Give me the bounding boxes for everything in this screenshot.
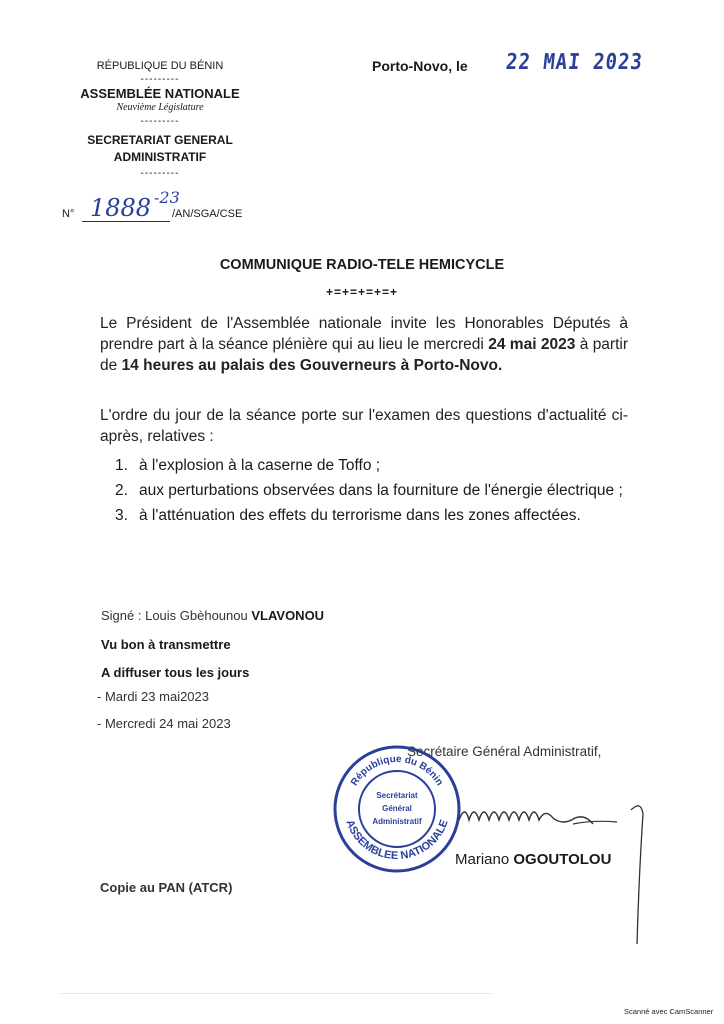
- paragraph-invitation: [100, 313, 628, 376]
- number-handwritten: 1888: [90, 194, 152, 222]
- list-number: 2.: [115, 482, 128, 499]
- stamp-inner-line: Général: [382, 804, 412, 813]
- signed-surname: VLAVONOU: [251, 608, 325, 623]
- header-legislature: Neuvième Législature: [116, 102, 204, 113]
- session-date: 24 mai 2023: [488, 336, 576, 353]
- copy-line: Copie au PAN (ATCR): [100, 880, 233, 895]
- header-assembly: ASSEMBLÉE NATIONALE: [80, 86, 240, 101]
- invitation-text: Le Président de l'Assemblée nationale invite les Honorables Députés à prendre part à la séance plénière qui au lieu le mercredi: [100, 315, 628, 353]
- number-suffix-handwritten: -23: [154, 188, 180, 207]
- official-stamp: [332, 744, 462, 874]
- list-text: à l'explosion à la caserne de Toffo ;: [139, 457, 381, 474]
- header-republic: RÉPUBLIQUE DU BÉNIN: [96, 60, 224, 72]
- header-secretariat-line1: SECRETARIAT GENERAL: [87, 133, 233, 147]
- signatory-first-name: Mariano: [455, 851, 510, 868]
- signed-line: [101, 608, 324, 623]
- stamp-outer-bottom: ASSEMBLEE NATIONALE: [343, 818, 451, 863]
- session-time-place: 14 heures au palais des Gouverneurs à Porto-Novo.: [121, 357, 503, 374]
- signatory-name: [455, 851, 611, 868]
- agenda-list: [115, 455, 630, 526]
- list-text: aux perturbations observées dans la fourniture de l'énergie électrique ;: [139, 482, 623, 499]
- separator: ---------: [140, 116, 180, 127]
- signatory-title: Secrétaire Général Administratif,: [407, 744, 602, 759]
- separator: ---------: [140, 74, 180, 85]
- date-place: Porto-Novo, le: [372, 58, 468, 74]
- stamped-date: 22 MAI 2023: [504, 49, 645, 75]
- page-title: COMMUNIQUE RADIO-TELE HEMICYCLE: [219, 257, 505, 273]
- scanner-note: Scanné avec CamScanner: [624, 1007, 714, 1016]
- list-text: à l'atténuation des effets du terrorisme dans les zones affectées.: [139, 507, 581, 524]
- broadcast-day: - Mardi 23 mai2023: [97, 689, 209, 704]
- list-number: 1.: [115, 457, 128, 474]
- broadcast-day: - Mercredi 24 mai 2023: [97, 716, 231, 731]
- list-number: 3.: [115, 507, 128, 524]
- stamp-inner-line: Secrétariat: [376, 791, 418, 800]
- list-item: [115, 455, 630, 476]
- approval-line: Vu bon à transmettre: [101, 637, 231, 652]
- broadcast-heading: A diffuser tous les jours: [101, 665, 250, 680]
- number-reference: /AN/SGA/CSE: [172, 208, 243, 220]
- paragraph-agenda-intro: L'ordre du jour de la séance porte sur l'examen des questions d'actualité ci-après, relatives :: [100, 407, 628, 445]
- separator: ---------: [140, 168, 180, 179]
- handwritten-signature: [455, 780, 655, 960]
- reference-number: [62, 188, 292, 226]
- title-ornament: +=+=+=+=+: [325, 285, 399, 299]
- list-item: [115, 505, 630, 526]
- list-item: [115, 480, 630, 501]
- number-underline: [82, 221, 170, 222]
- number-prefix: N°: [62, 208, 75, 220]
- invitation-middle: à partir de: [100, 336, 629, 374]
- signed-label: Signé : Louis Gbèhounou: [101, 608, 248, 623]
- header-secretariat-line2: ADMINISTRATIF: [113, 150, 207, 164]
- stamp-outer-top: République du Bénin: [349, 753, 445, 788]
- stamp-inner-line: Administratif: [372, 817, 422, 826]
- divider: [60, 993, 492, 994]
- signatory-surname: OGOUTOLOU: [513, 851, 612, 868]
